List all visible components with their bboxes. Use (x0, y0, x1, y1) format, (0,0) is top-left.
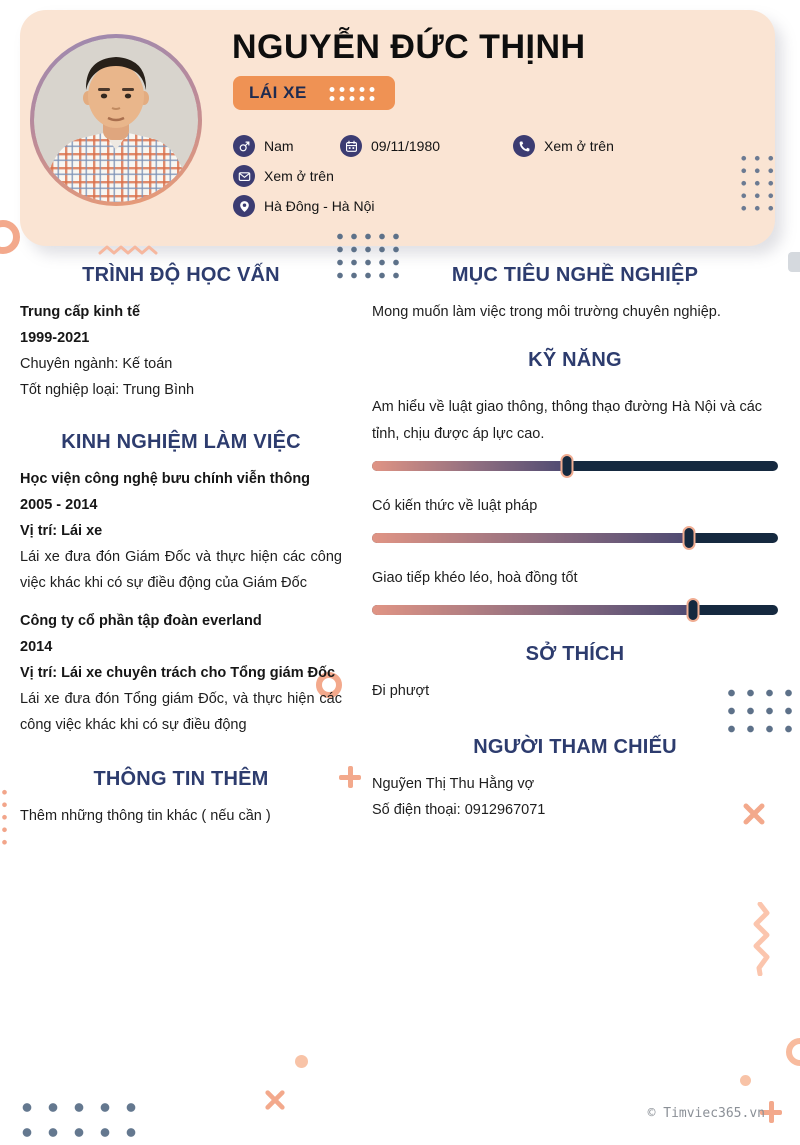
job-company: Học viện công nghệ bưu chính viễn thông (20, 471, 311, 487)
skill-label: Am hiểu về luật giao thông, thông thạo đường Hà Nội và các tỉnh, chịu được áp lực cao. (372, 399, 763, 442)
skill-item (372, 493, 778, 543)
job-entry (20, 466, 342, 596)
job-company: Công ty cổ phần tập đoàn everland (20, 613, 262, 629)
address-field (233, 195, 375, 217)
phone-icon (513, 135, 535, 157)
additional-info-heading: THÔNG TIN THÊM (93, 768, 269, 790)
ring-decoration-bottom-right (786, 1038, 800, 1066)
skill-item (372, 394, 778, 471)
dots-decoration-bottom-left (14, 1095, 144, 1145)
avatar (34, 38, 198, 202)
right-column (372, 264, 778, 829)
header-card (20, 10, 775, 246)
skill-slider-handle[interactable] (682, 526, 695, 550)
skill-slider[interactable] (372, 461, 778, 471)
avatar-ring (30, 34, 202, 206)
skill-slider-handle[interactable] (686, 598, 699, 622)
dot-decoration-right (740, 1075, 751, 1086)
education-heading: TRÌNH ĐỘ HỌC VẤN (82, 264, 280, 286)
hobbies-heading: SỞ THÍCH (525, 643, 625, 665)
x-decoration-bottom (264, 1089, 286, 1111)
reference-name: Nguỹen Thị Thu Hằng vợ (372, 776, 535, 792)
email-value: Xem ở trên (264, 168, 334, 184)
job-description: Lái xe đưa đón Giám Đốc và thực hiện các công việc khác khi có sự điều động của Giám Đốc (20, 549, 342, 591)
birthday-value: 09/11/1980 (371, 138, 441, 154)
phone-field (513, 135, 614, 157)
experience-heading: KINH NGHIỆM LÀM VIỆC (61, 431, 301, 453)
wave-decoration (98, 243, 158, 257)
skill-label: Có kiến thức về luật pháp (372, 498, 538, 514)
card-dots-decoration (737, 152, 778, 215)
skill-slider-fill (372, 533, 689, 543)
badge-dots-decoration (327, 85, 377, 102)
objective-text: Mong muốn làm việc trong môi trường chuyên nghiệp. (372, 304, 721, 320)
skills-heading: KỸ NĂNG (528, 349, 622, 371)
mail-icon (233, 165, 255, 187)
dots-decoration-left-edge (1, 786, 8, 850)
candidate-name: NGUYỄN ĐỨC THỊNH (232, 28, 586, 66)
ring-decoration-left (0, 220, 20, 254)
watermark: © Timviec365.vn (647, 1106, 765, 1121)
education-years: 1999-2021 (20, 330, 90, 346)
calendar-icon (340, 135, 362, 157)
hobbies-text: Đi phượt (372, 683, 430, 699)
objective-heading: MỤC TIÊU NGHỀ NGHIỆP (451, 264, 699, 286)
job-entry (20, 608, 342, 738)
references-heading: NGƯỜI THAM CHIẾU (473, 736, 677, 758)
job-position: Vị trí: Lái xe chuyên trách cho Tổng giám Đốc (20, 665, 336, 681)
education-major: Chuyên ngành: Kế toán (20, 356, 173, 372)
left-column (20, 264, 342, 829)
job-description: Lái xe đưa đón Tổng giám Đốc, và thực hiện các công việc khác khi có sự điều động (20, 691, 342, 733)
job-title-label: LÁI XE (249, 83, 307, 102)
square-decoration-right (788, 252, 800, 272)
address-value: Hà Đông - Hà Nội (264, 198, 375, 214)
job-period: 2005 - 2014 (20, 497, 98, 513)
gender-value: Nam (264, 138, 294, 154)
skill-slider-fill (372, 605, 693, 615)
dot-decoration-bottom (295, 1055, 308, 1068)
zigzag-decoration-right (752, 902, 770, 976)
skill-slider[interactable] (372, 605, 778, 615)
gender-field (233, 135, 294, 157)
job-position: Vị trí: Lái xe (20, 523, 103, 539)
skill-slider-handle[interactable] (560, 454, 573, 478)
education-school: Trung cấp kinh tế (20, 304, 141, 320)
skill-label: Giao tiếp khéo léo, hoà đồng tốt (372, 570, 578, 586)
reference-phone: Số điện thoại: 0912967071 (372, 802, 546, 818)
phone-value: Xem ở trên (544, 138, 614, 154)
additional-info-text: Thêm những thông tin khác ( nếu cần ) (20, 808, 271, 824)
email-field (233, 165, 334, 187)
birthday-field (340, 135, 440, 157)
job-period: 2014 (20, 639, 53, 655)
gender-icon (233, 135, 255, 157)
skill-item (372, 565, 778, 615)
skill-slider[interactable] (372, 533, 778, 543)
content-columns (20, 264, 778, 829)
location-pin-icon (233, 195, 255, 217)
education-grade: Tốt nghiệp loại: Trung Bình (20, 382, 195, 398)
skill-slider-fill (372, 461, 567, 471)
job-title-badge (233, 76, 395, 110)
